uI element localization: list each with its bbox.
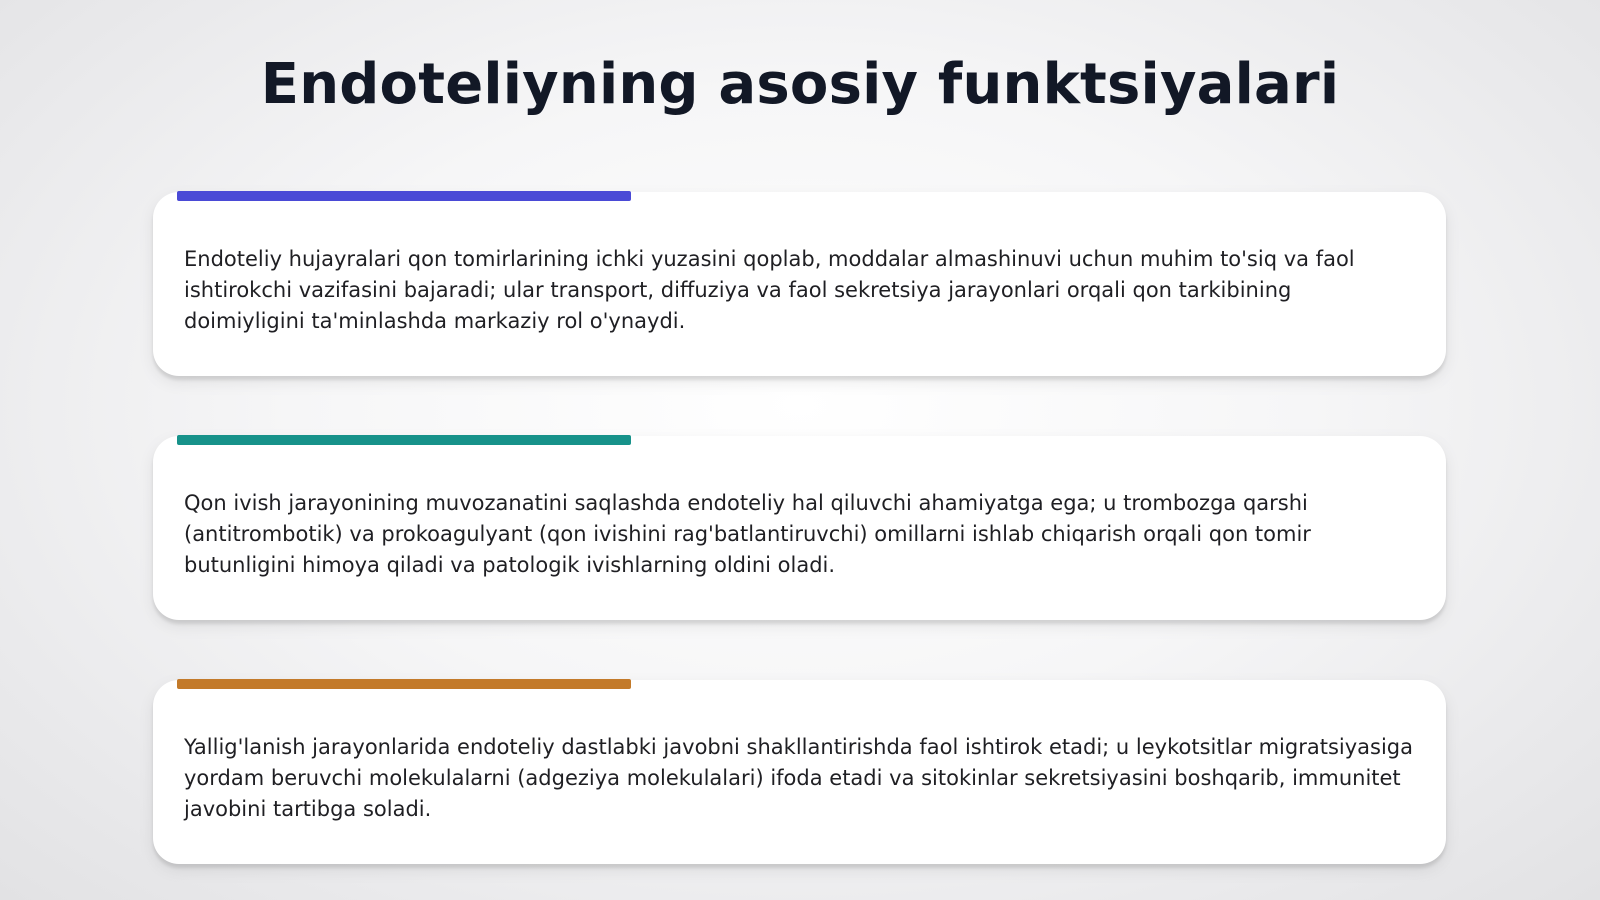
card-text: Qon ivish jarayonining muvozanatini saqlashda endoteliy hal qiluvchi ahamiyatga ega; u trombozga qarshi (antitrombotik) va prokoagulyant (qon ivishini rag'batlantiruvchi) omillarni ishlab chiqarish orqali qon tomir butunligini himoya qiladi va patologik ivishlarning oldini oladi. — [184, 491, 1311, 577]
accent-bar — [177, 191, 631, 201]
function-card-inflammation — [153, 680, 1446, 864]
card-text: Endoteliy hujayralari qon tomirlarining ichki yuzasini qoplab, moddalar almashinuvi uchun muhim to'siq va faol ishtirokchi vazifasini bajaradi; ular transport, diffuziya va faol sekretsiya jarayonlari orqali qon tarkibining doimiyligini ta'minlashda markaziy rol o'ynaydi. — [184, 247, 1355, 333]
function-card-transport — [153, 192, 1446, 376]
slide-title: Endoteliyning asosiy funktsiyalari — [260, 52, 1340, 117]
accent-bar — [177, 679, 631, 689]
accent-bar — [177, 435, 631, 445]
card-text: Yallig'lanish jarayonlarida endoteliy dastlabki javobni shakllantirishda faol ishtirok etadi; u leykotsitlar migratsiyasiga yordam beruvchi molekulalarni (adgeziya molekulalari) ifoda etadi va sitokinlar sekretsiyasini boshqarib, immunitet javobini tartibga soladi. — [184, 735, 1414, 821]
function-card-hemostasis — [153, 436, 1446, 620]
